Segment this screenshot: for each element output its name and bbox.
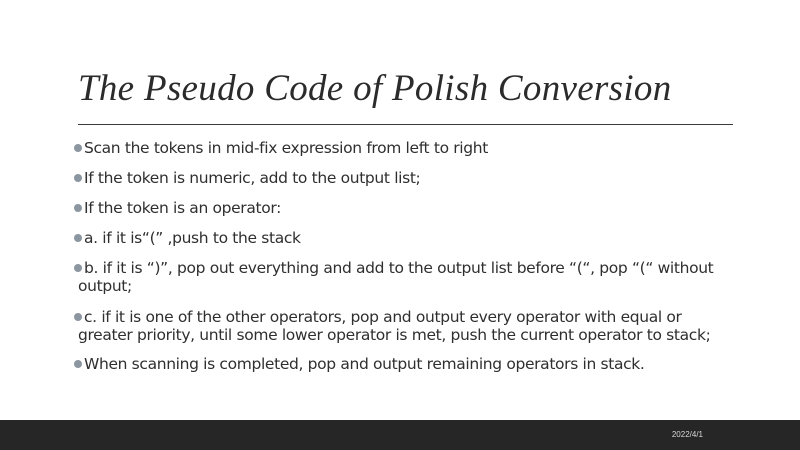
title-divider xyxy=(78,124,733,125)
bullet-item xyxy=(74,229,734,247)
bullet-item xyxy=(74,139,734,157)
bullet-text: If the token is an operator: xyxy=(84,199,281,217)
bullet-text-continuation: output; xyxy=(78,277,132,295)
bullet-item xyxy=(74,259,734,295)
bullet-dot-icon xyxy=(74,313,82,321)
bullet-dot-icon xyxy=(74,360,82,368)
bullet-item xyxy=(74,199,734,217)
bullet-dot-icon xyxy=(74,204,82,212)
bullet-text: Scan the tokens in mid-fix expression from left to right xyxy=(84,139,488,157)
bullet-dot-icon xyxy=(74,264,82,272)
bullet-text: c. if it is one of the other operators, pop and output every operator with equal or xyxy=(84,308,682,326)
bullet-dot-icon xyxy=(74,174,82,182)
footer-date: 2022/4/1 xyxy=(671,430,703,439)
bullet-list xyxy=(74,139,734,373)
bullet-text: If the token is numeric, add to the output list; xyxy=(84,169,421,187)
bullet-text: b. if it is “)”, pop out everything and add to the output list before “(“, pop “(“ without xyxy=(84,259,714,277)
bullet-item xyxy=(74,169,734,187)
bullet-text: a. if it is“(” ,push to the stack xyxy=(84,229,301,247)
bullet-item xyxy=(74,308,734,344)
slide-title: The Pseudo Code of Polish Conversion xyxy=(78,68,672,109)
footer-bar xyxy=(0,420,800,450)
bullet-item xyxy=(74,355,734,373)
bullet-dot-icon xyxy=(74,234,82,242)
bullet-text: When scanning is completed, pop and output remaining operators in stack. xyxy=(84,355,645,373)
bullet-text-continuation: greater priority, until some lower operator is met, push the current operator to stack; xyxy=(78,326,711,344)
bullet-dot-icon xyxy=(74,144,82,152)
